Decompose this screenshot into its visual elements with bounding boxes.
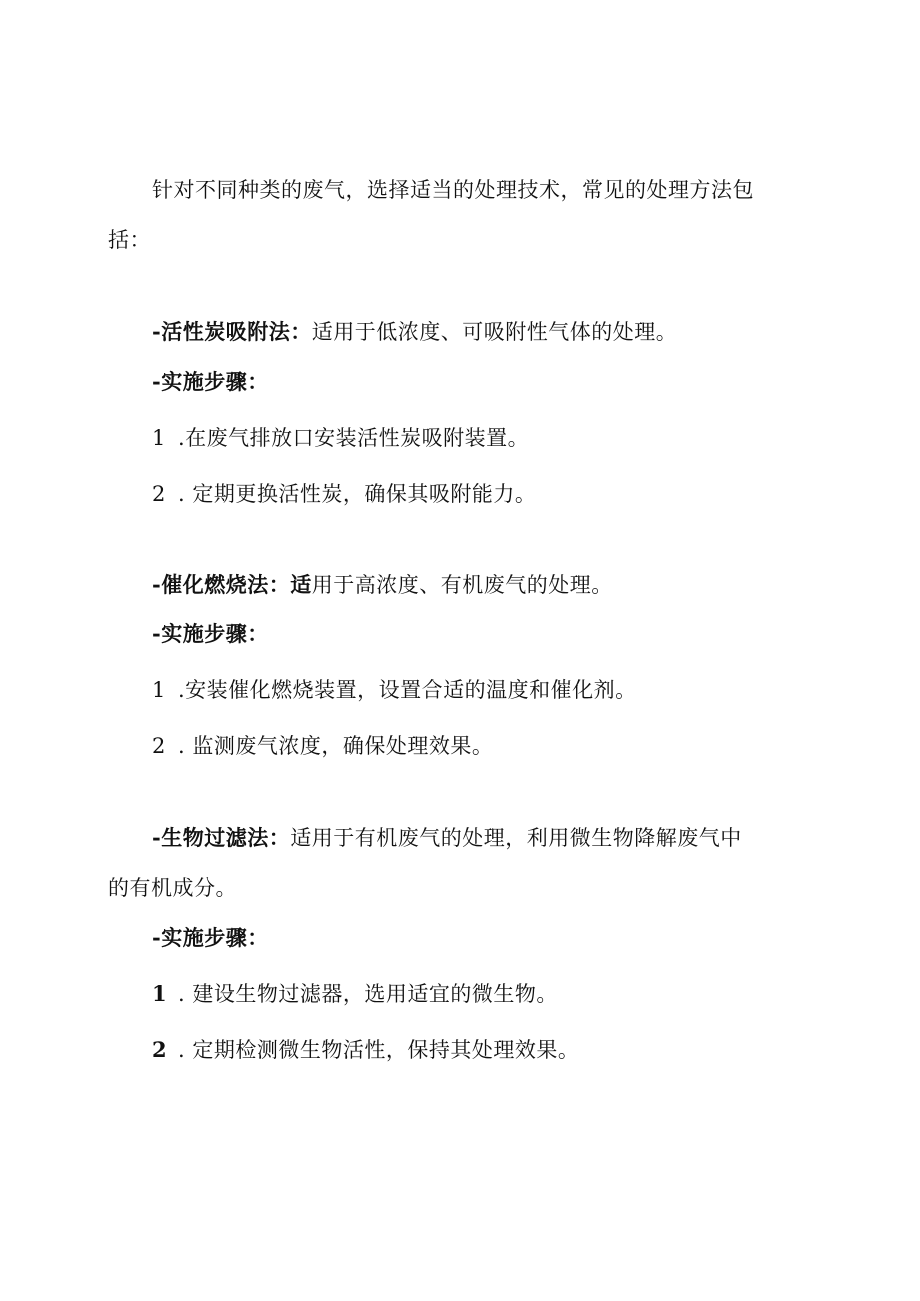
step-text: . 定期更换活性炭，确保其吸附能力。 [178, 482, 537, 506]
method-3-step-2 [152, 1036, 579, 1064]
step-number: 2 [152, 1037, 168, 1062]
method-2-title: -催化燃烧法：适 [152, 572, 312, 597]
step-text: . 建设生物过滤器，选用适宜的微生物。 [178, 982, 558, 1006]
step-text: .安装催化燃烧装置，设置合适的温度和催化剂。 [178, 678, 637, 702]
method-1-title: -活性炭吸附法： [152, 319, 312, 344]
method-2-steps-label: -实施步骤： [152, 621, 269, 646]
method-3-steps-label: -实施步骤： [152, 925, 269, 950]
method-3-desc: 适用于有机废气的处理，利用微生物降解废气中 [290, 826, 742, 850]
method-1-step-1 [152, 424, 529, 452]
step-text: . 定期检测微生物活性，保持其处理效果。 [178, 1038, 580, 1062]
step-number: 1 [152, 678, 166, 702]
intro-line-1: 针对不同种类的废气，选择适当的处理技术，常见的处理方法包 [152, 178, 754, 202]
method-2-desc: 用于高浓度、有机废气的处理。 [311, 573, 613, 597]
intro-line-2: 括： [108, 228, 151, 252]
step-number: 2 [152, 482, 166, 506]
method-1-step-2 [152, 480, 536, 508]
step-text: . 监测废气浓度，确保处理效果。 [178, 734, 494, 758]
method-1-desc: 适用于低浓度、可吸附性气体的处理。 [311, 320, 678, 344]
step-number: 2 [152, 734, 166, 758]
method-3-desc-cont: 的有机成分。 [108, 876, 237, 900]
step-text: .在废气排放口安装活性炭吸附装置。 [178, 426, 530, 450]
method-3-step-1 [152, 980, 558, 1008]
step-number: 1 [152, 426, 166, 450]
method-3-heading [152, 824, 742, 852]
method-2-heading [152, 571, 613, 599]
method-1-steps-label: -实施步骤： [152, 369, 269, 394]
step-number: 1 [152, 981, 168, 1006]
method-3-title: -生物过滤法： [152, 825, 291, 850]
method-1-heading [152, 318, 677, 346]
method-2-step-1 [152, 676, 637, 704]
method-2-step-2 [152, 732, 493, 760]
